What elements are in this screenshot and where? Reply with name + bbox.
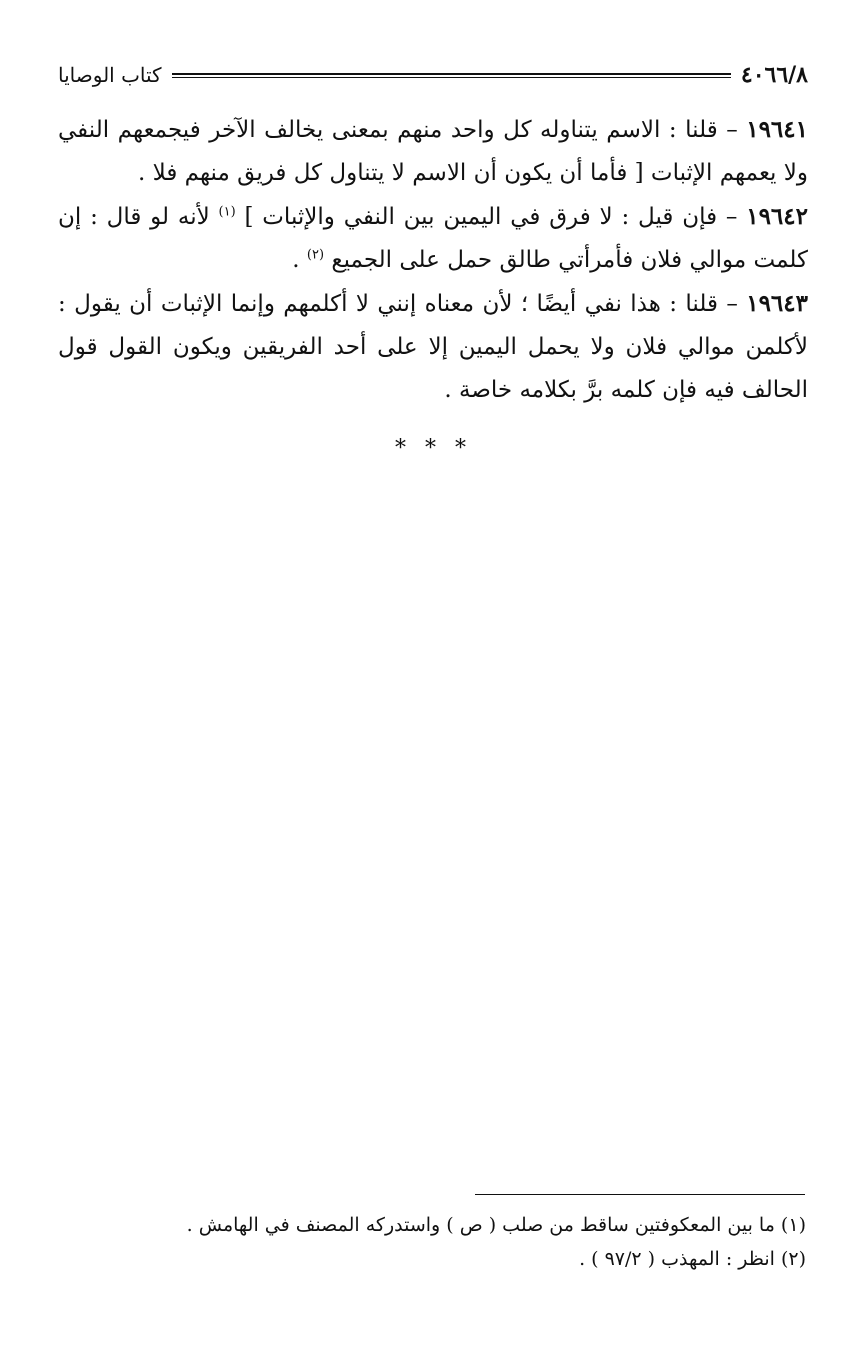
- footnote-ref-1[interactable]: (١): [218, 204, 236, 220]
- section-separator: * * *: [395, 436, 472, 461]
- paragraph-19643: [58, 282, 808, 412]
- paragraph-number: ١٩٦٤٢: [746, 203, 808, 230]
- paragraph-19642: [58, 195, 808, 282]
- paragraph-text: – فإن قيل : لا فرق في اليمين بين النفي والإثبات ]: [235, 204, 747, 230]
- footnote-2: (٢) انظر : المهذب ( ٩٧/٢ ) .: [579, 1248, 806, 1270]
- paragraph-text: – قلنا : هذا نفي أيضًا ؛ لأن معناه إنني لا أكلمهم وإنما الإثبات أن يقول : لأكلمن موالي فلان ولا يحمل اليمين إلا على أحد الفريقين ويكون القول قول الحالف فيه فإن كلمه برَّ بكلامه خاصة .: [58, 291, 808, 403]
- footnotes: [58, 1208, 806, 1276]
- header-rule: [172, 73, 731, 78]
- paragraph-text: لأنه لو قال : إن كلمت موالي فلان فأمرأتي طالق حمل على الجميع: [58, 204, 808, 273]
- paragraph-19641: [58, 108, 808, 195]
- main-text: [58, 108, 808, 412]
- book-title: كتاب الوصايا: [58, 63, 162, 87]
- paragraph-number: ١٩٦٤١: [746, 116, 808, 143]
- paragraph-text: .: [292, 247, 307, 273]
- paragraph-text: – قلنا : الاسم يتناوله كل واحد منهم بمعنى يخالف الآخر فيجمعهم النفي ولا يعمهم الإثبات [ فأما أن يكون أن الاسم لا يتناول كل فريق منهم فلا .: [58, 117, 808, 186]
- paragraph-number: ١٩٦٤٣: [746, 290, 808, 317]
- footnote-ref-2[interactable]: (٢): [306, 247, 325, 263]
- footnote-1: (١) ما بين المعكوفتين ساقط من صلب ( ص ) واستدركه المصنف في الهامش .: [186, 1214, 806, 1236]
- running-header: [58, 58, 808, 92]
- footnote-rule: [475, 1194, 805, 1195]
- page-number: ٤٠٦٦/٨: [740, 62, 808, 88]
